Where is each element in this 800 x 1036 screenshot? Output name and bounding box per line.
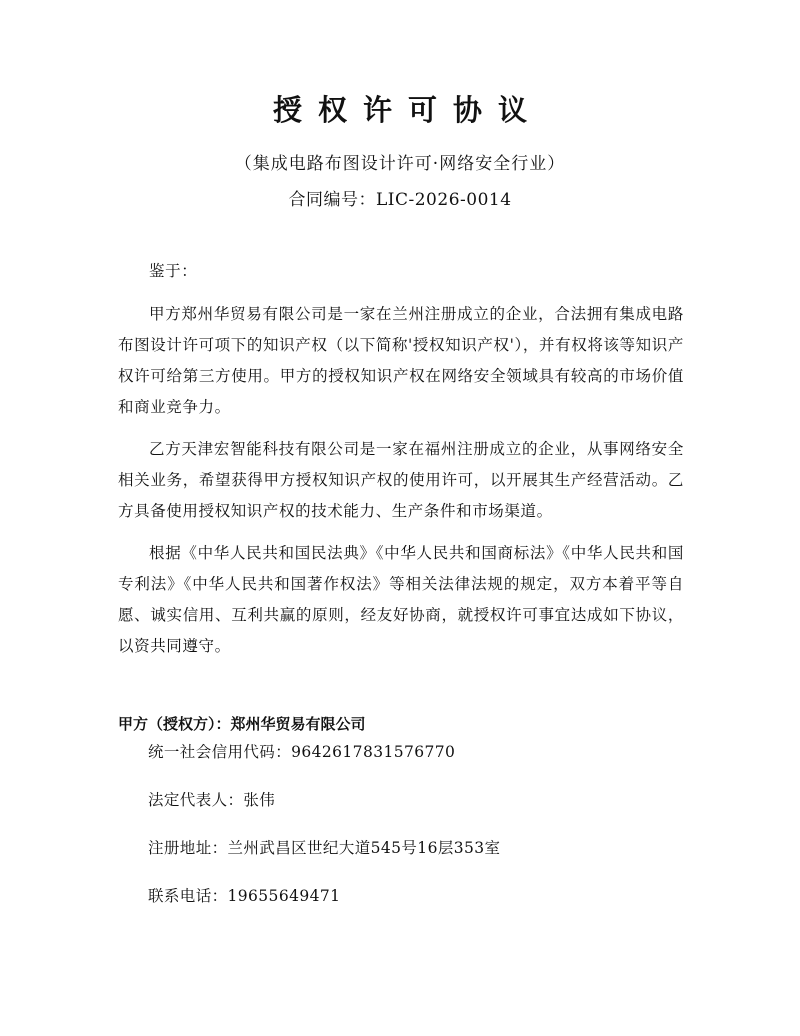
legal-rep-value: 张伟 (243, 791, 276, 809)
whereas-heading: 鉴于： (149, 262, 198, 280)
legal-rep-label: 法定代表人： (148, 791, 244, 809)
preamble-paragraph-party-b: 乙方天津宏智能科技有限公司是一家在福州注册成立的企业，从事网络安全相关业务，希望获得甲方授权知识产权的使用许可，以开展其生产经营活动。乙方具备使用授权知识产权的技术能力、生产条件和市场渠道。 (118, 440, 684, 520)
contract-number-label: 合同编号： (288, 190, 376, 210)
document-title: 授权许可协议 (272, 93, 543, 127)
preamble (118, 256, 684, 673)
document-subtitle: （集成电路布图设计许可·网络安全行业） (234, 154, 566, 174)
contract-number (0, 186, 800, 214)
preamble-paragraph-legal-basis: 根据《中华人民共和国民法典》《中华人民共和国商标法》《中华人民共和国专利法》《中华人民共和国著作权法》等相关法律法规的规定，双方本着平等自愿、诚实信用、互利共赢的原则，经友好协商，就授权许可事宜达成如下协议，以资共同遵守。 (118, 544, 684, 655)
address-value: 兰州武昌区世纪大道545号16层353室 (227, 839, 501, 857)
credit-code-value: 9642617831576770 (291, 743, 456, 761)
preamble-paragraph-party-a: 甲方郑州华贸易有限公司是一家在兰州注册成立的企业，合法拥有集成电路布图设计许可项下的知识产权（以下简称'授权知识产权'），并有权将该等知识产权许可给第三方使用。甲方的授权知识产权在网络安全领域具有较高的市场价值和商业竞争力。 (118, 305, 684, 416)
address-label: 注册地址： (148, 839, 228, 857)
phone-value: 19655649471 (227, 887, 341, 905)
phone-label: 联系电话： (148, 887, 228, 905)
party-a-address (118, 834, 684, 862)
party-a-legal-rep (118, 786, 684, 814)
party-a-heading: 甲方（授权方）：郑州华贸易有限公司 (118, 715, 366, 733)
party-a-section (118, 710, 684, 930)
credit-code-label: 统一社会信用代码： (148, 743, 292, 761)
party-a-phone (118, 882, 684, 910)
contract-number-value: LIC-2026-0014 (375, 190, 512, 210)
party-a-credit-code (118, 738, 684, 766)
